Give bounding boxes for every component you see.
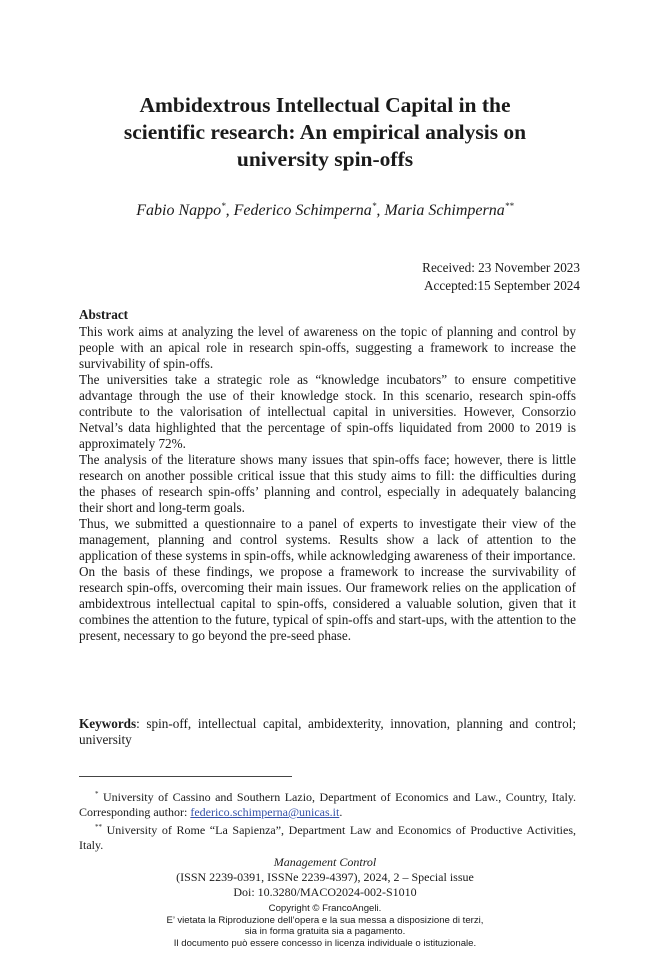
- copyright-line: Copyright © FrancoAngeli.: [268, 903, 382, 914]
- author-list: Fabio Nappo*, Federico Schimperna*, Maria Schimperna**: [136, 201, 514, 219]
- journal-issue: (ISSN 2239-0391, ISSNe 2239-4397), 2024, 2 – Special issue: [176, 870, 474, 884]
- footnote-mark: **: [95, 823, 102, 831]
- journal-info: [0, 855, 650, 900]
- abstract-paragraph: The analysis of the literature shows many issues that spin-offs face; however, there is little research on another possible critical issue that this study aims to fill: the difficulties during the phases of research spin-offs’ planning and control, especially in adequately balancing their short and long-term goals.: [79, 452, 576, 515]
- author-name: Maria Schimperna: [384, 202, 505, 219]
- copyright-line: E’ vietata la Riproduzione dell’opera e la sua messa a disposizione di terzi,: [166, 914, 484, 926]
- footnote-mark: *: [95, 790, 99, 798]
- author-affiliation-mark: **: [504, 201, 514, 211]
- title-line-1: Ambidextrous Intellectual Capital in the: [139, 93, 511, 117]
- footnote-end: .: [339, 805, 343, 819]
- journal-issue-line: [0, 855, 650, 885]
- keywords-label: Keywords: [79, 716, 137, 731]
- keywords-list: : spin-off, intellectual capital, ambidexterity, innovation, planning and control; university: [79, 716, 576, 747]
- title-line-3: university spin-offs: [236, 147, 414, 171]
- abstract-paragraph: This work aims at analyzing the level of awareness on the topic of planning and control by people with an apical role in research spin-offs, suggesting a framework to increase the survivability of spin-offs.: [79, 324, 576, 371]
- footnote-affiliation-2: [79, 820, 576, 853]
- submission-dates: [422, 259, 580, 295]
- author-affiliation-mark: *: [221, 201, 226, 211]
- accepted-date: Accepted:15 September 2024: [423, 278, 580, 293]
- footnote-affiliation-1: [79, 787, 576, 820]
- copyright-line: sia in forma gratuita sia a pagamento.: [244, 926, 406, 938]
- received-date: Received: 23 November 2023: [422, 260, 580, 275]
- abstract-body: [79, 324, 576, 644]
- journal-name: Management Control: [273, 855, 377, 869]
- abstract-paragraph: Thus, we submitted a questionnaire to a panel of experts to investigate their view of the management, planning and control systems. Results show a lack of attention to the application of these systems in spin-offs, while acknowledging awareness of their importance.: [79, 516, 576, 563]
- footnote-text: University of Cassino and Southern Lazio, Department of Economics and Law., Country, Italy. Corresponding author:: [79, 790, 576, 819]
- abstract-heading: Abstract: [79, 307, 129, 322]
- author-affiliation-mark: *: [371, 201, 377, 211]
- corresponding-author-email-link[interactable]: federico.schimperna@unicas.it: [190, 805, 340, 819]
- copyright-line: Il documento può essere concesso in licenza individuale o istituzionale.: [173, 937, 477, 949]
- footnote-text: University of Rome “La Sapienza”, Department Law and Economics of Productive Activities, Italy.: [79, 823, 576, 852]
- journal-doi: Doi: 10.3280/MACO2024-002-S1010: [233, 885, 417, 899]
- paper-title: [60, 92, 590, 173]
- author-name: Federico Schimperna: [233, 202, 372, 219]
- footnotes: [79, 787, 576, 853]
- copyright-notice: [0, 903, 650, 949]
- abstract-paragraph: The universities take a strategic role as “knowledge incubators” to ensure competitive advantage through the use of their knowledge stock. In this scenario, research spin-offs contribute to the valorisation of intellectual capital in universities. However, Consorzio Netval’s data highlighted that the percentage of spin-offs liquidated from 2000 to 2019 is approximately 72%.: [79, 372, 576, 451]
- author-name: Fabio Nappo: [136, 202, 222, 219]
- title-line-2: scientific research: An empirical analysis on: [123, 120, 527, 144]
- keywords: [79, 716, 576, 748]
- abstract-paragraph: On the basis of these findings, we propose a framework to increase the survivability of research spin-offs, overcoming their main issues. Our framework relies on the application of ambidextrous intellectual capital to spin-offs, considered a valuable solution, given that it combines the attention to the future, typical of spin-offs and start-ups, with the attention to the present, necessary to go beyond the pre-seed phase.: [79, 564, 576, 643]
- footnote-divider: [79, 776, 292, 777]
